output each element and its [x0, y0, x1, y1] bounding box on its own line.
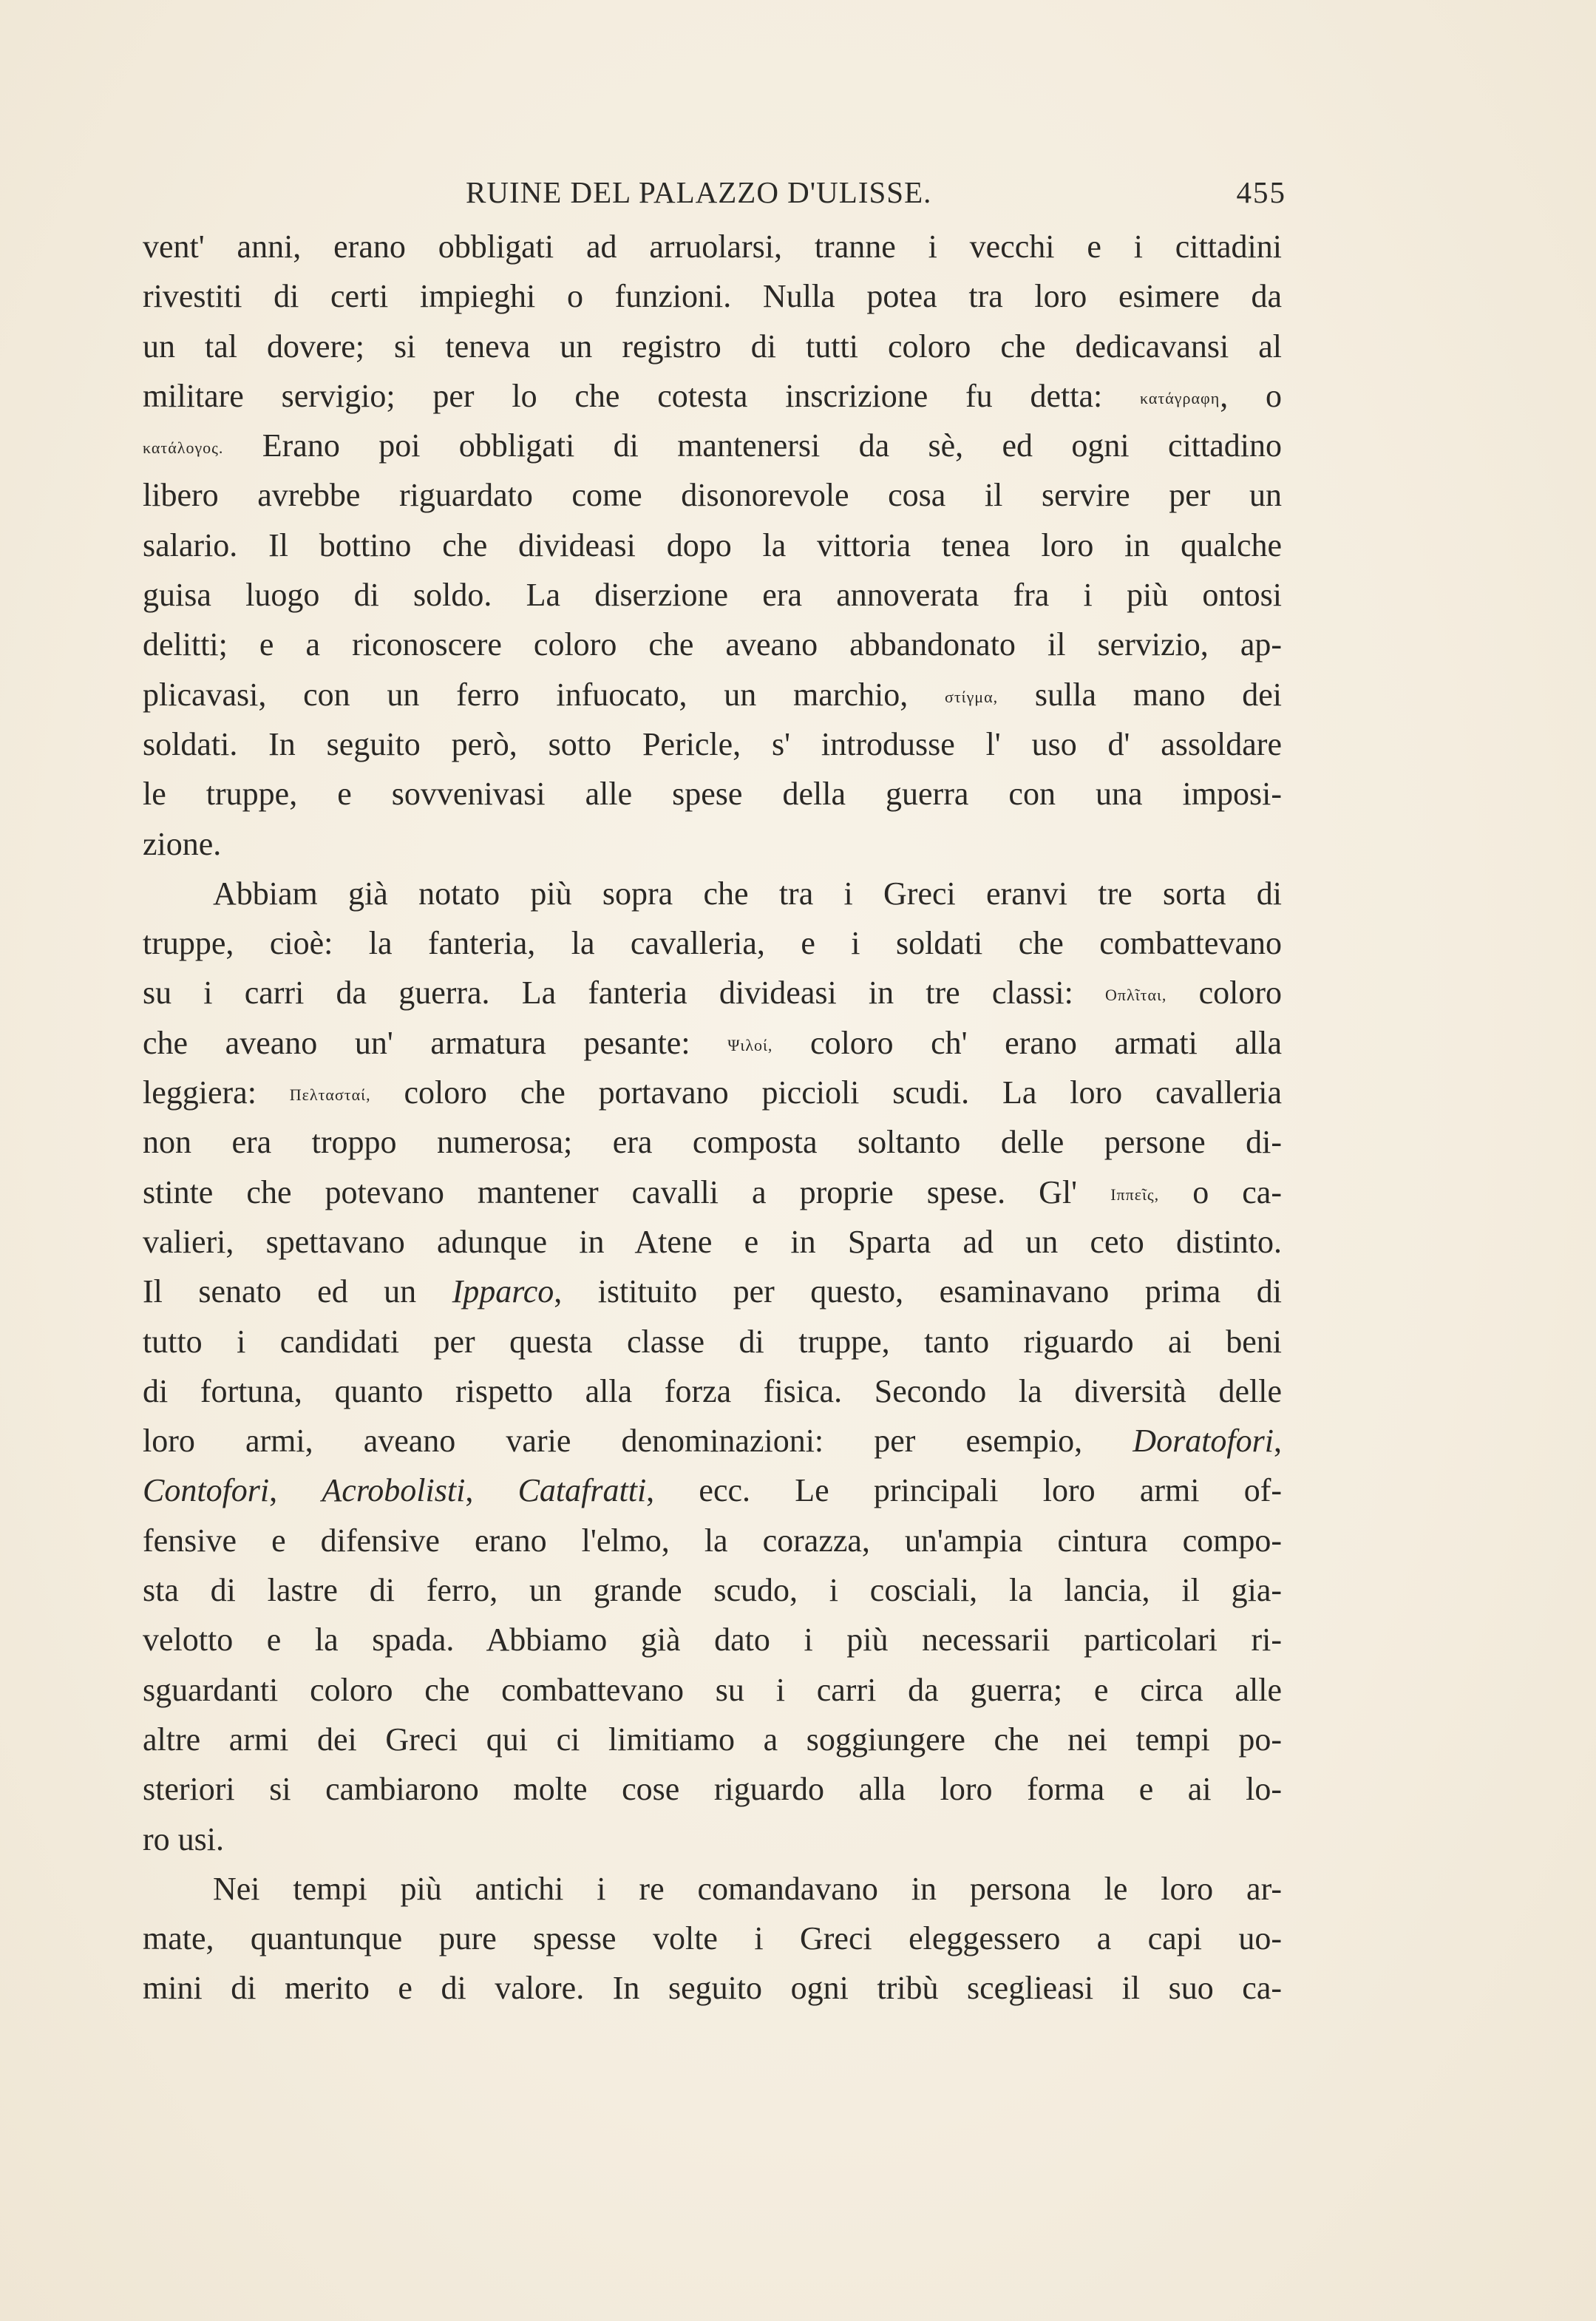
- text-line: tutto i candidati per questa classe di truppe, tanto riguardo ai beni: [143, 1323, 1282, 1360]
- text-line: truppe, cioè: la fanteria, la cavalleria, e i soldati che combattevano: [143, 925, 1282, 962]
- text-line: delitti; e a riconoscere coloro che aveano abbandonato il servizio, ap-: [143, 626, 1282, 663]
- greek-term: Οπλῖται,: [1105, 986, 1167, 1005]
- text-line: Abbiam già notato più sopra che tra i Greci eranvi tre sorta di: [213, 875, 1282, 912]
- greek-term: κατάγραφη: [1140, 388, 1220, 407]
- text-line: Contofori, Acrobolisti, Catafratti, ecc. Le principali loro armi of-: [143, 1472, 1282, 1509]
- italic-term: Ipparco: [452, 1273, 554, 1310]
- body-text: [143, 222, 1282, 2013]
- text-line: plicavasi, con un ferro infuocato, un marchio, στίγμα, sulla mano dei: [143, 676, 1282, 713]
- text-line: altre armi dei Greci qui ci limitiamo a soggiungere che nei tempi po-: [143, 1721, 1282, 1758]
- text-line: Nei tempi più antichi i re comandavano in persona le loro ar-: [213, 1870, 1282, 1907]
- page-number: 455: [1236, 175, 1286, 209]
- text-line: velotto e la spada. Abbiamo già dato i più necessarii particolari ri-: [143, 1622, 1282, 1658]
- text-line: libero avrebbe riguardato come disonorevole cosa il servire per un: [143, 477, 1282, 514]
- text-line: guisa luogo di soldo. La diserzione era annoverata fra i più ontosi: [143, 577, 1282, 614]
- text-line: sta di lastre di ferro, un grande scudo, i cosciali, la lancia, il gia-: [143, 1572, 1282, 1609]
- text-line: su i carri da guerra. La fanteria divideasi in tre classi: Οπλῖται, coloro: [143, 975, 1282, 1012]
- italic-term: Contofori: [143, 1472, 270, 1509]
- text-line: valieri, spettavano adunque in Atene e in Sparta ad un ceto distinto.: [143, 1223, 1282, 1260]
- text-line: le truppe, e sovvenivasi alle spese della guerra con una imposi-: [143, 776, 1282, 813]
- italic-term: Doratofori: [1133, 1423, 1274, 1460]
- italic-term: Catafratti: [517, 1472, 647, 1509]
- greek-term: Ψιλοί,: [727, 1035, 773, 1054]
- text-line: vent' anni, erano obbligati ad arruolarsi, tranne i vecchi e i cittadini: [143, 228, 1282, 265]
- text-line: che aveano un' armatura pesante: Ψιλοί, coloro ch' erano armati alla: [143, 1024, 1282, 1061]
- running-title: RUINE DEL PALAZZO D'ULISSE.: [466, 175, 932, 209]
- text-line: stinte che potevano mantener cavalli a proprie spese. Gl' Ιππεῖς, o ca-: [143, 1173, 1282, 1210]
- text-line: rivestiti di certi impieghi o funzioni. Nulla potea tra loro esimere da: [143, 278, 1282, 315]
- text-line: steriori si cambiarono molte cose riguardo alla loro forma e ai lo-: [143, 1771, 1282, 1808]
- text-line: di fortuna, quanto rispetto alla forza fisica. Secondo la diversità delle: [143, 1372, 1282, 1409]
- text-line: ro usi.: [143, 1820, 224, 1857]
- text-line: κατάλογος. Erano poi obbligati di mantenersi da sè, ed ogni cittadino: [143, 427, 1282, 464]
- text-line: sguardanti coloro che combattevano su i carri da guerra; e circa alle: [143, 1671, 1282, 1708]
- text-line: mate, quantunque pure spesse volte i Greci eleggessero a capi uo-: [143, 1920, 1282, 1957]
- italic-term: Acrobolisti: [322, 1472, 466, 1509]
- text-line: leggiera: Πελτασταί, coloro che portavano piccioli scudi. La loro cavalleria: [143, 1074, 1282, 1111]
- text-line: zione.: [143, 825, 222, 862]
- greek-term: Πελτασταί,: [289, 1085, 371, 1105]
- greek-term: κατάλογος.: [143, 438, 224, 458]
- greek-term: Ιππεῖς,: [1110, 1185, 1160, 1204]
- text-line: militare servigio; per lo che cotesta inscrizione fu detta: κατάγραφη, o: [143, 377, 1282, 414]
- text-line: loro armi, aveano varie denominazioni: per esempio, Doratofori,: [143, 1423, 1282, 1460]
- text-line: mini di merito e di valore. In seguito ogni tribù sceglieasi il suo ca-: [143, 1970, 1282, 2007]
- text-line: salario. Il bottino che divideasi dopo la vittoria tenea loro in qualche: [143, 526, 1282, 563]
- text-line: non era troppo numerosa; era composta soltanto delle persone di-: [143, 1124, 1282, 1161]
- page-header: [140, 175, 1286, 219]
- text-line: soldati. In seguito però, sotto Pericle, s' introdusse l' uso d' assoldare: [143, 725, 1282, 762]
- text-line: fensive e difensive erano l'elmo, la corazza, un'ampia cintura compo-: [143, 1522, 1282, 1559]
- text-line: un tal dovere; si teneva un registro di tutti coloro che dedicavansi al: [143, 328, 1282, 365]
- greek-term: στίγμα,: [944, 687, 999, 706]
- text-line: Il senato ed un Ipparco, istituito per questo, esaminavano prima di: [143, 1273, 1282, 1310]
